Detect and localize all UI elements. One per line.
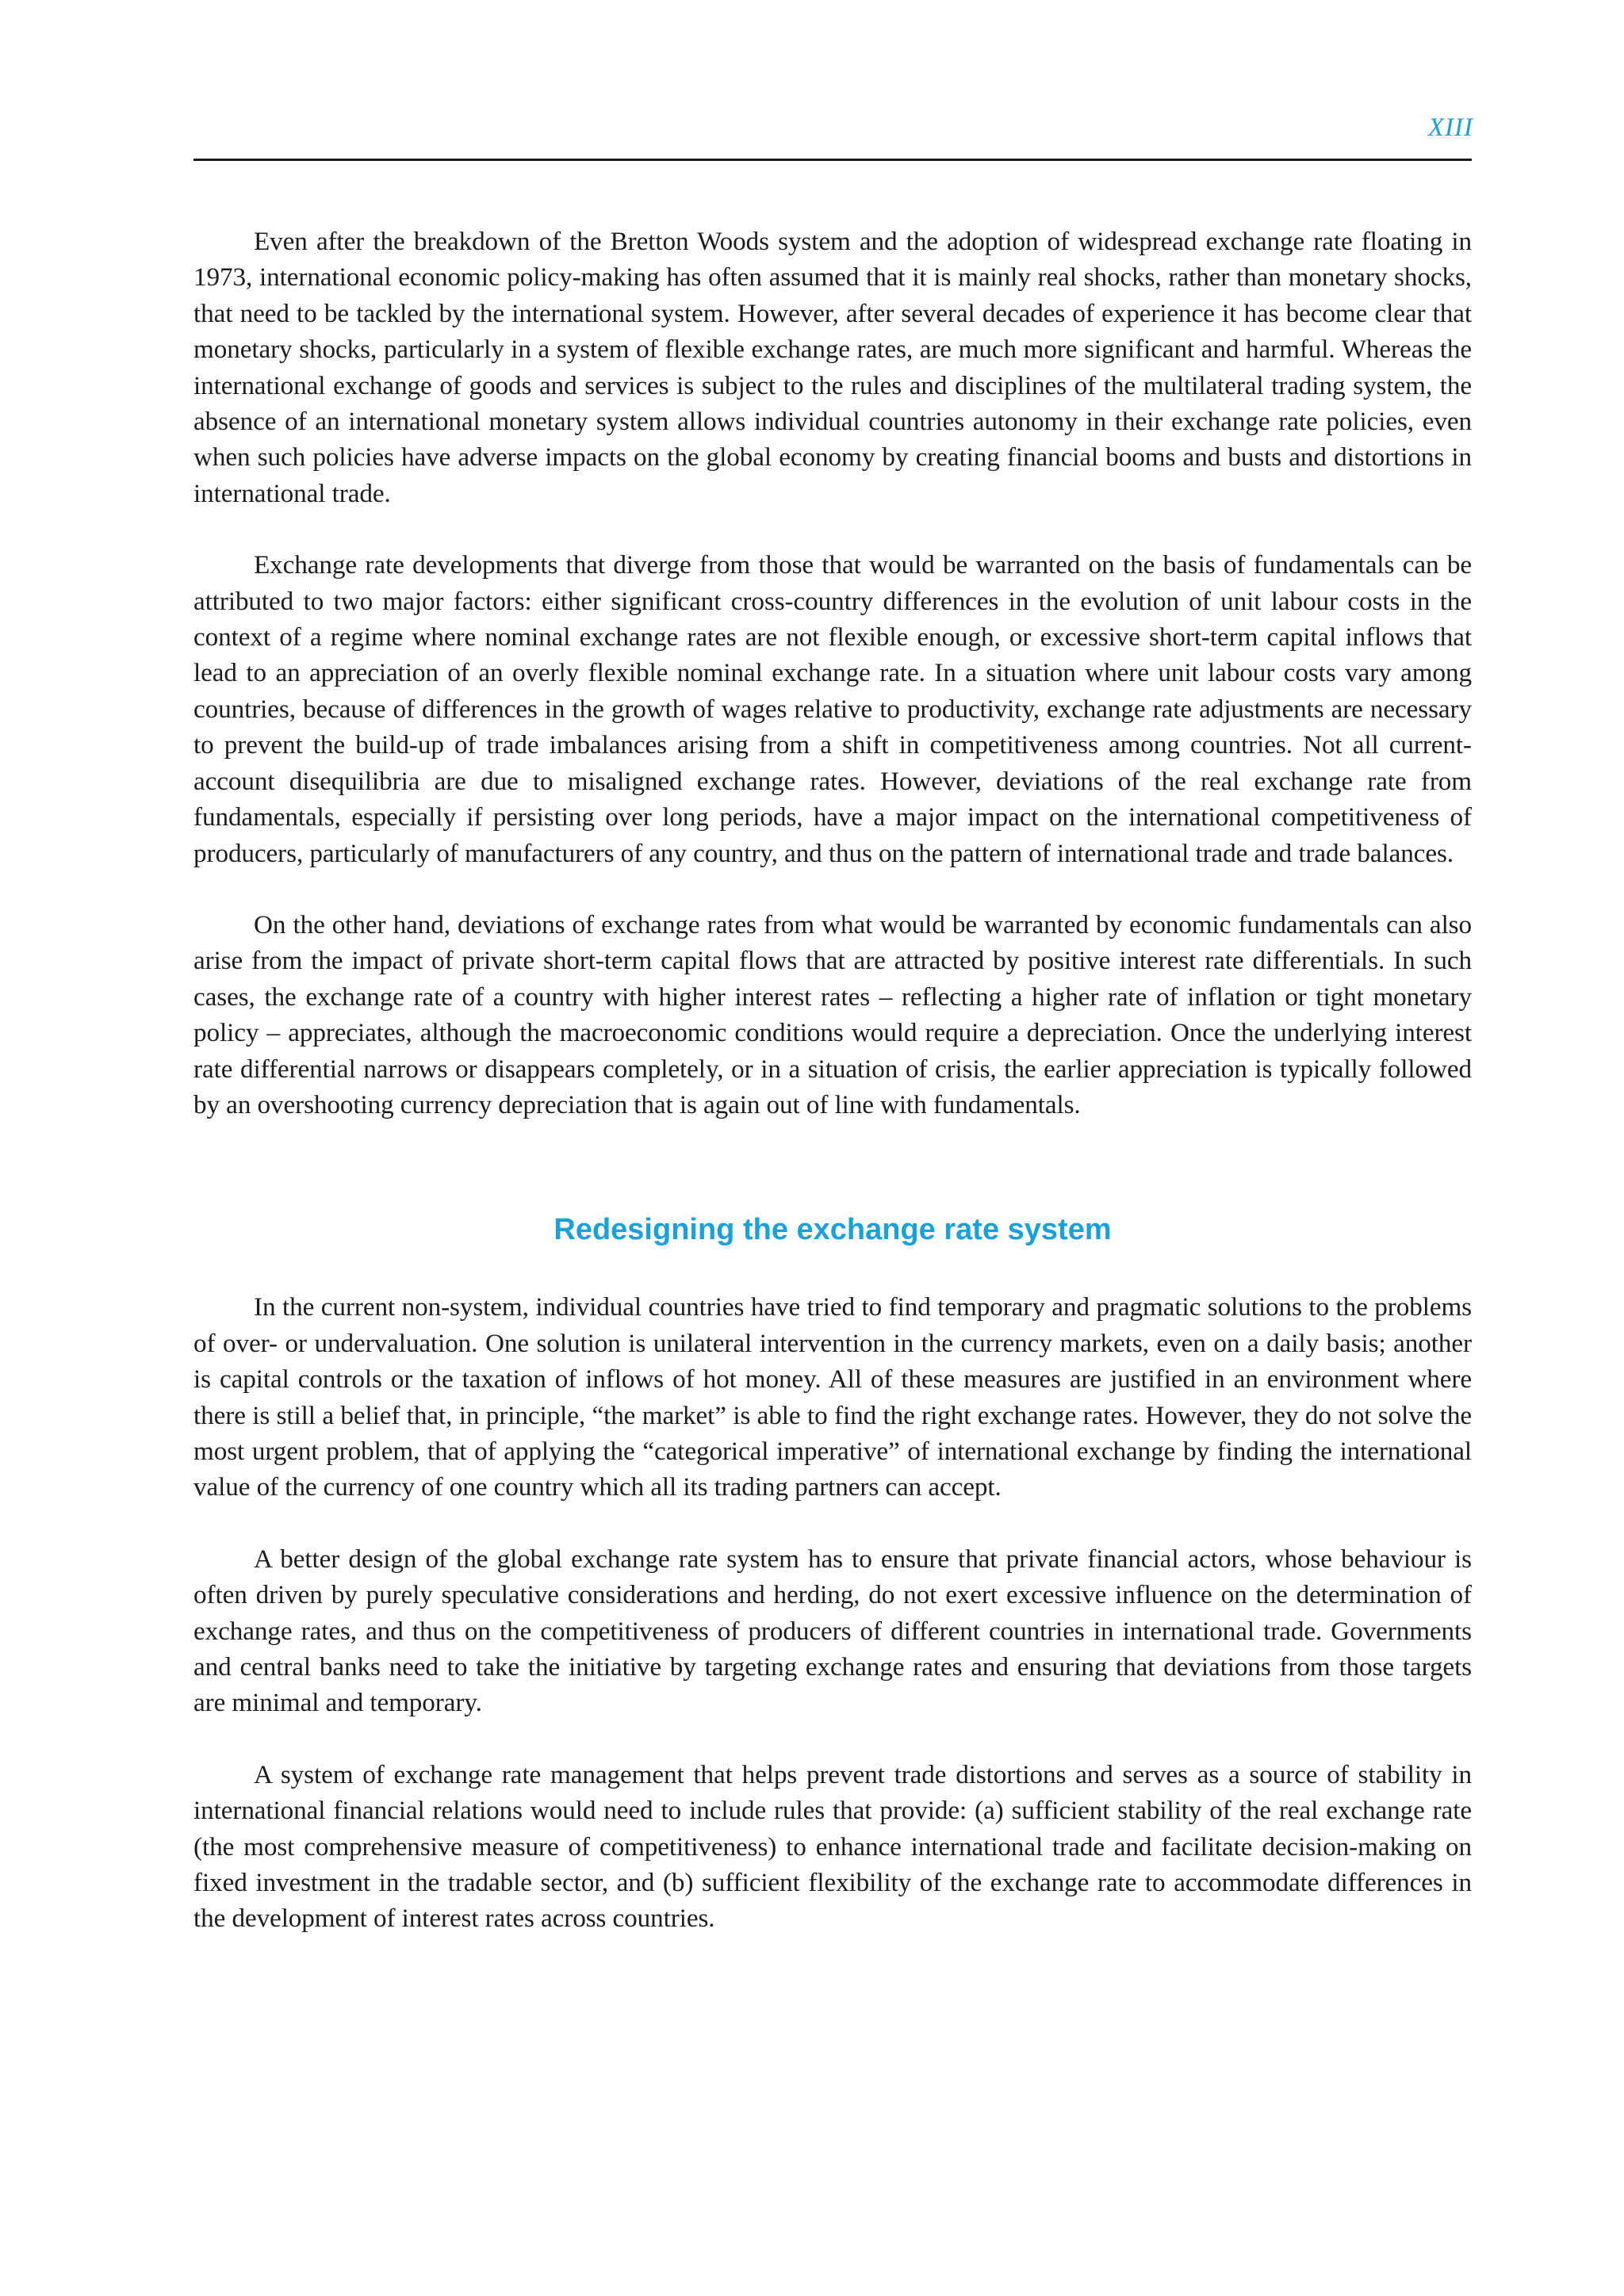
paragraph: On the other hand, deviations of exchange rates from what would be warranted by economic fundamentals can also arise from the impact of private short-term capital flows that are attracted by positive interest rate differentials. In such cases, the exchange rate of a country with higher interest rates – reflecting a higher rate of inflation or tight monetary policy – appreciates, although the macroeconomic conditions would require a depreciation. Once the underlying interest rate differential narrows or disappears completely, or in a situation of crisis, the earlier appreciation is typically followed by an overshooting currency depreciation that is again out of line with fundamentals.	[193, 909, 1472, 1119]
header-rule	[193, 159, 1472, 161]
paragraph: In the current non-system, individual countries have tried to find temporary and pragmatic solutions to the problems of over- or undervaluation. One solution is unilateral intervention in the currency markets, even on a daily basis; another is capital controls or the taxation of inflows of hot money. All of these measures are justified in an environment where there is still a belief that, in principle, “the market” is able to find the right exchange rates. However, they do not solve the most urgent problem, that of applying the “categorical imperative” of international exchange by finding the international value of the currency of one country which all its trading partners can accept.	[193, 1292, 1472, 1502]
paragraph: Exchange rate developments that diverge from those that would be warranted on the basis of fundamentals can be attributed to two major factors: either significant cross-country differences in the evolution of unit labour costs in the context of a regime where nominal exchange rates are not flexible enough, or excessive short-term capital inflows that lead to an appreciation of an overly flexible nominal exchange rate. In a situation where unit labour costs vary among countries, because of differences in the growth of wages relative to productivity, exchange rate adjustments are necessary to prevent the build-up of trade imbalances arising from a shift in competitiveness among countries. Not all current-account disequilibria are due to misaligned exchange rates. However, deviations of the real exchange rate from fundamentals, especially if persisting over long periods, have a major impact on the international competitiveness of producers, particularly of manufacturers of any country, and thus on the pattern of international trade and trade balances.	[193, 550, 1472, 868]
section-heading: Redesigning the exchange rate system	[553, 1213, 1112, 1247]
page-number: XIII	[1427, 113, 1473, 142]
paragraph: A better design of the global exchange rate system has to ensure that private financial actors, whose behaviour is often driven by purely speculative considerations and herding, do not exert excessive influence on the determination of exchange rates, and thus on the competitiveness of producers of different countries in international trade. Governments and central banks need to take the initiative by targeting exchange rates and ensuring that deviations from those targets are minimal and temporary.	[193, 1544, 1472, 1718]
body-text	[193, 224, 1472, 1937]
paragraph: A system of exchange rate management that helps prevent trade distortions and serves as a source of stability in international financial relations would need to include rules that provide: (a) sufficient stability of the real exchange rate (the most comprehensive measure of competitiveness) to enhance international trade and facilitate decision-making on fixed investment in the tradable sector, and (b) sufficient flexibility of the exchange rate to accommodate differences in the development of interest rates across countries.	[193, 1759, 1472, 1934]
paragraph: Even after the breakdown of the Bretton Woods system and the adoption of widespread exchange rate floating in 1973, international economic policy-making has often assumed that it is mainly real shocks, rather than monetary shocks, that need to be tackled by the international system. However, after several decades of experience it has become clear that monetary shocks, particularly in a system of flexible exchange rates, are much more significant and harmful. Whereas the international exchange of goods and services is subject to the rules and disciplines of the multilateral trading system, the absence of an international monetary system allows individual countries autonomy in their exchange rate policies, even when such policies have adverse impacts on the global economy by creating financial booms and busts and distortions in international trade.	[193, 227, 1472, 508]
